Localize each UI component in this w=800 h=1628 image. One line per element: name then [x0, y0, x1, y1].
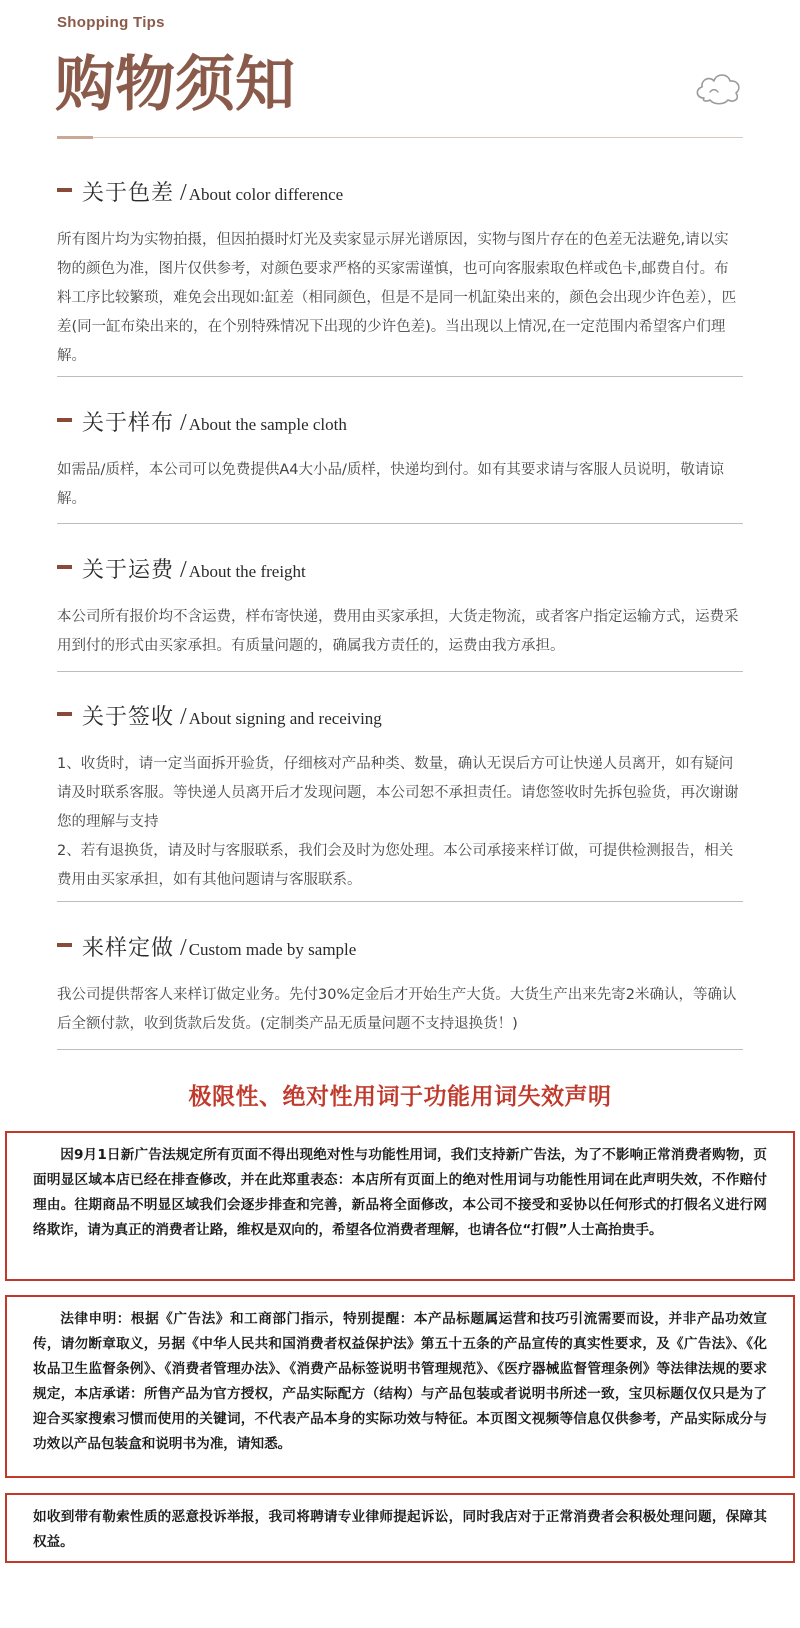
- header-divider: [57, 137, 743, 138]
- section-title-en: About the freight: [188, 562, 306, 581]
- section-paragraph: 2、若有退换货，请及时与客服联系，我们会及时为您处理。本公司承接来样订做，可提供检测报告，相关费用由买家承担，如有其他问题请与客服联系。: [57, 843, 734, 888]
- section-paragraph: 本公司所有报价均不含运费，样布寄快递，费用由买家承担，大货走物流，或者客户指定运输方式，运费采用到付的形式由买家承担。有质量问题的，确属我方责任的，运费由我方承担。: [57, 609, 739, 654]
- section-title-en: About the sample cloth: [188, 415, 347, 434]
- notice-title: 极限性、绝对性用词于功能用词失效声明: [188, 1084, 612, 1110]
- section-heading: [57, 931, 743, 971]
- section-heading: [57, 406, 743, 446]
- section-title-en: Custom made by sample: [188, 940, 357, 959]
- notice-paragraph: 如收到带有勒索性质的恶意投诉举报，我司将聘请专业律师提起诉讼，同时我店对于正常消费者会积极处理问题，保障其权益。: [33, 1509, 767, 1550]
- heading-dash: [57, 712, 72, 716]
- section-title-en: About signing and receiving: [188, 709, 382, 728]
- heading-dash: [57, 418, 72, 422]
- section-title-en: About color difference: [188, 185, 344, 204]
- heading-slash: /: [180, 180, 187, 206]
- page-title: 购物须知: [55, 50, 295, 120]
- header-tag: Shopping Tips: [57, 14, 165, 31]
- section-title-zh: 关于样布: [82, 411, 175, 436]
- section-paragraph: 我公司提供帮客人来样订做定业务。先付30%定金后才开始生产大货。大货生产出来先寄2米确认，等确认后全额付款，收到货款后发货。(定制类产品无质量问题不支持退换货！): [57, 987, 737, 1032]
- heading-dash: [57, 565, 72, 569]
- section-body: [57, 226, 743, 371]
- section-body: [57, 981, 743, 1039]
- section-title-zh: 来样定做: [82, 936, 175, 961]
- section-body: [57, 750, 743, 895]
- heading-slash: /: [180, 557, 187, 583]
- section-body: [57, 603, 743, 661]
- cloud-icon: [692, 68, 744, 106]
- section-paragraph: 所有图片均为实物拍摄，但因拍摄时灯光及卖家显示屏光谱原因，实物与图片存在的色差无法避免,请以实物的颜色为准，图片仅供参考，对颜色要求严格的买家需谨慎，也可向客服索取色样或色卡,邮费自付。布料工序比较繁琐，难免会出现如:缸差（相同颜色，但是不是同一机缸染出来的，颜色会出现少许色差），匹差(同一缸布染出来的，在个别特殊情况下出现的少许色差)。当出现以上情况,在一定范围内希望客户们理解。: [57, 232, 737, 364]
- section-body: [57, 456, 743, 514]
- notice-box-legal-statement: [5, 1295, 795, 1478]
- notice-box-advertising-law: [5, 1131, 795, 1281]
- section-color-difference: [57, 176, 743, 371]
- notice-paragraph: 因9月1日新广告法规定所有页面不得出现绝对性与功能性用词，我们支持新广告法，为了不影响正常消费者购物，页面明显区域本店已经在排查修改，并在此郑重表态：本店所有页面上的绝对性用词与功能性用词在此声明失效，不作赔付理由。往期商品不明显区域我们会逐步排查和完善，新品将全面修改，本公司不接受和妥协以任何形式的打假名义进行网络欺诈，请为真正的消费者让路，维权是双向的，希望各位消费者理解，也请各位“打假”人士高抬贵手。: [33, 1147, 767, 1238]
- section-divider: [57, 523, 743, 524]
- section-freight: [57, 553, 743, 661]
- heading-dash: [57, 943, 72, 947]
- heading-slash: /: [180, 410, 187, 436]
- section-paragraph: 如需品/质样，本公司可以免费提供A4大小品/质样，快递均到付。如有其要求请与客服人员说明，敬请谅解。: [57, 462, 724, 507]
- section-divider: [57, 1049, 743, 1050]
- section-divider: [57, 671, 743, 672]
- header-divider-accent: [57, 136, 93, 139]
- section-signing-receiving: [57, 700, 743, 895]
- section-divider: [57, 376, 743, 377]
- heading-dash: [57, 188, 72, 192]
- heading-slash: /: [180, 935, 187, 961]
- section-divider: [57, 901, 743, 902]
- section-title-zh: 关于色差: [82, 181, 175, 206]
- section-sample-cloth: [57, 406, 743, 514]
- section-paragraph: 1、收货时，请一定当面拆开验货，仔细核对产品种类、数量，确认无误后方可让快递人员离开，如有疑问请及时联系客服。等快递人员离开后才发现问题，本公司恕不承担责任。请您签收时先拆包验货，再次谢谢您的理解与支持: [57, 756, 739, 830]
- section-heading: [57, 700, 743, 740]
- heading-slash: /: [180, 704, 187, 730]
- section-heading: [57, 176, 743, 216]
- section-custom-made: [57, 931, 743, 1039]
- section-title-zh: 关于运费: [82, 558, 175, 583]
- notice-box-complaint-warning: [5, 1493, 795, 1563]
- section-title-zh: 关于签收: [82, 705, 175, 730]
- notice-paragraph: 法律申明：根据《广告法》和工商部门指示，特别提醒：本产品标题属运营和技巧引流需要而设，并非产品功效宣传，请勿断章取义，另据《中华人民共和国消费者权益保护法》第五十五条的产品宣传的真实性要求，及《广告法》、《化妆品卫生监督条例》、《消费者管理办法》、《消费产品标签说明书管理规范》、《医疗器械监督管理条例》等法律法规的要求规定，本店承诺：所售产品为官方授权，产品实际配方（结构）与产品包装或者说明书所述一致，宝贝标题仅仅只是为了迎合买家搜索习惯而使用的关键词，不代表产品本身的实际功效与特征。本页图文视频等信息仅供参考，产品实际成分与功效以产品包装盒和说明书为准，请知悉。: [33, 1311, 767, 1452]
- section-heading: [57, 553, 743, 593]
